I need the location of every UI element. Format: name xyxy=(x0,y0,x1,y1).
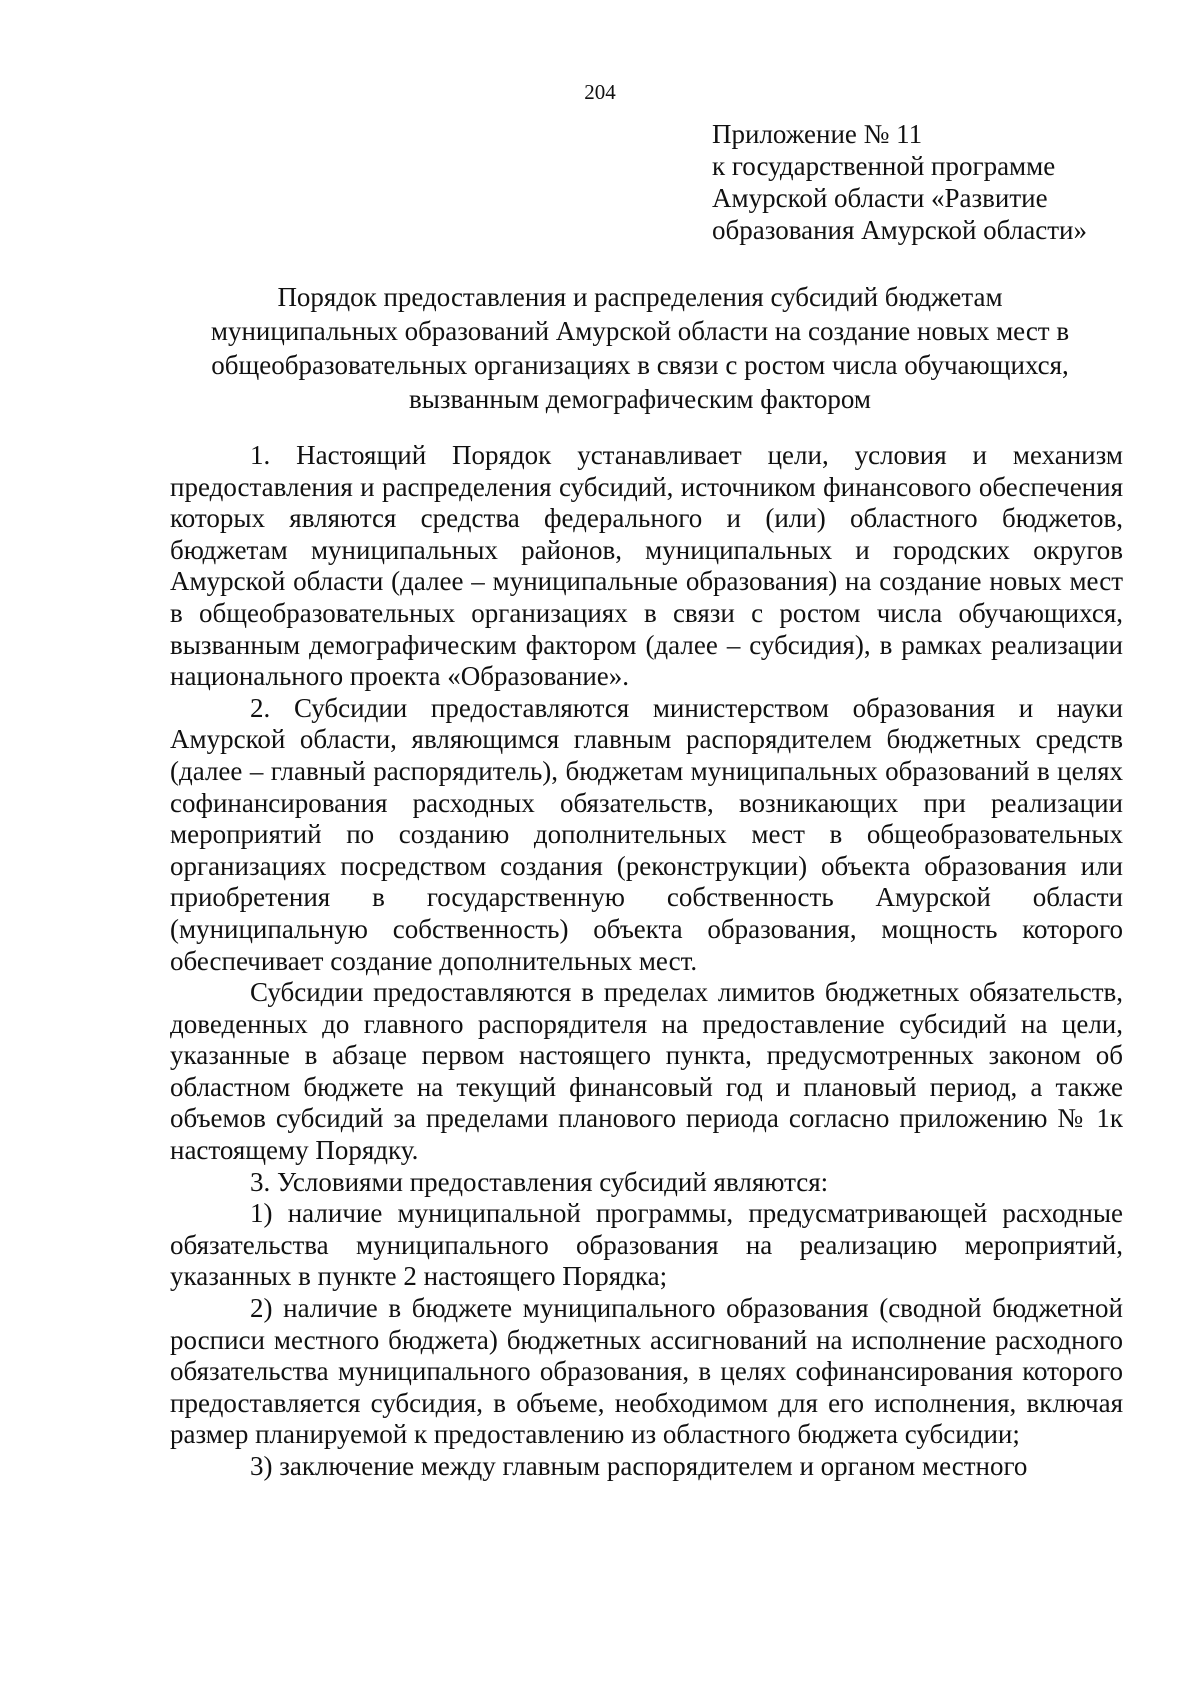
document-title xyxy=(150,280,1130,416)
appendix-line: Амурской области «Развитие xyxy=(712,183,1048,213)
appendix-line: Приложение № 11 xyxy=(712,119,923,149)
paragraph-condition-2: 2) наличие в бюджете муниципального образования (сводной бюджетной росписи местного бюджета) бюджетных ассигнований на исполнение расходного обязательства муниципального образования, в целях софинансирования которого предоставляется субсидия, в объеме, необходимом для его исполнения, включая размер планируемой к предоставлению из областного бюджета субсидии; xyxy=(170,1293,1123,1450)
paragraph-item-2: 2. Субсидии предоставляются министерством образования и науки Амурской области, являющимся главным распорядителем бюджетных средств (далее – главный распорядитель), бюджетам муниципальных образований в целях софинансирования расходных обязательств, возникающих при реализации мероприятий по созданию дополнительных мест в общеобразовательных организациях посредством создания (реконструкции) объекта образования или приобретения в государственную собственность Амурской области (муниципальную собственность) объекта образования, мощность которого обеспечивает создание дополнительных мест. xyxy=(170,692,1123,976)
title-line: муниципальных образований Амурской области на создание новых мест в xyxy=(210,316,1070,346)
paragraph-item-1: 1. Настоящий Порядок устанавливает цели, условия и механизм предоставления и распределения субсидий, источником финансового обеспечения которых являются средства федерального и (или) областного бюджетов, бюджетам муниципальных районов, муниципальных и городских округов Амурской области (далее – муниципальные образования) на создание новых мест в общеобразовательных организациях в связи с ростом числа обучающихся, вызванным демографическим фактором (далее – субсидия), в рамках реализации национального проекта «Образование». xyxy=(170,440,1123,692)
title-line: Порядок предоставления и распределения субсидий бюджетам xyxy=(277,282,1003,312)
appendix-header xyxy=(712,118,1152,246)
appendix-line: образования Амурской области» xyxy=(712,215,1087,245)
appendix-line: к государственной программе xyxy=(712,151,1056,181)
paragraph-condition-1: 1) наличие муниципальной программы, предусматривающей расходные обязательства муниципального образования на реализацию мероприятий, указанных в пункте 2 настоящего Порядка; xyxy=(170,1198,1123,1292)
paragraph-condition-3: 3) заключение между главным распорядителем и органом местного xyxy=(250,1451,1028,1481)
title-line: общеобразовательных организациях в связи с ростом числа обучающихся, xyxy=(211,350,1069,380)
paragraph-subsidy-limits: Субсидии предоставляются в пределах лимитов бюджетных обязательств, доведенных до главного распорядителя на предоставление субсидий на цели, указанные в абзаце первом настоящего пункта, предусмотренных законом об областном бюджете на текущий финансовый год и плановый период, а также объемов субсидий за пределами планового периода согласно приложению № 1к настоящему Порядку. xyxy=(170,977,1123,1166)
document-body xyxy=(170,440,1123,1483)
title-line: вызванным демографическим фактором xyxy=(409,384,871,414)
page-number: 204 xyxy=(584,80,616,104)
paragraph-item-3: 3. Условиями предоставления субсидий являются: xyxy=(250,1166,829,1197)
